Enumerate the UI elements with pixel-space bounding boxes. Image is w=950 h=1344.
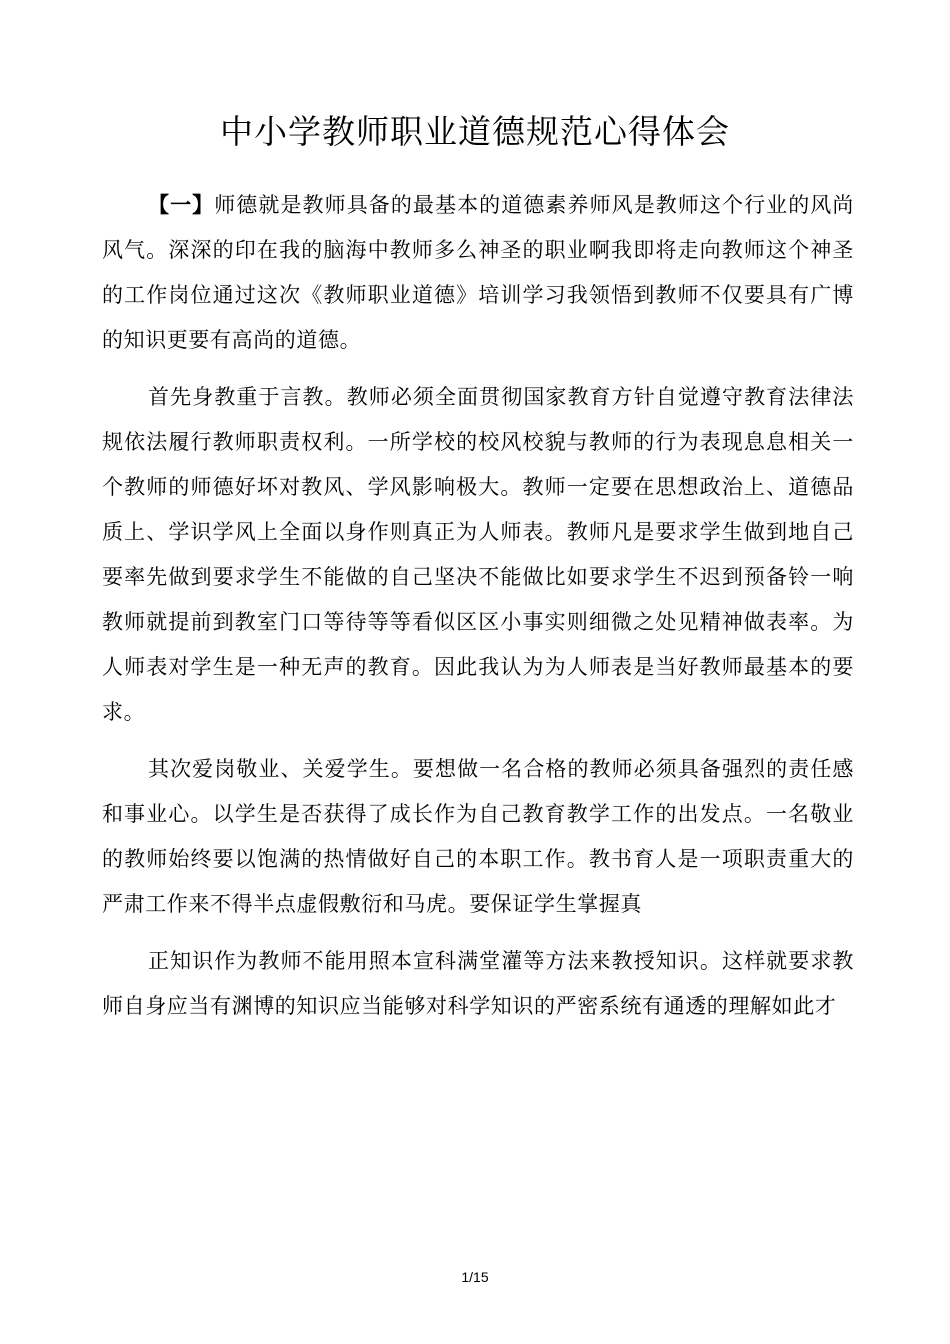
paragraph-1 [102, 183, 854, 363]
document-body [102, 183, 854, 1041]
paragraph-text: 正知识作为教师不能用照本宣科满堂灌等方法来教授知识。这样就要求教师自身应当有渊博的知识应当能够对科学知识的严密系统有通透的理解如此才 [102, 949, 854, 1018]
paragraph-4 [102, 939, 854, 1029]
page-number: 1/15 [461, 1269, 489, 1285]
paragraph-2 [102, 375, 854, 735]
paragraph-text: 首先身教重于言教。教师必须全面贯彻国家教育方针自觉遵守教育法律法规依法履行教师职责权利。一所学校的校风校貌与教师的行为表现息息相关一个教师的师德好坏对教风、学风影响极大。教师一定要在思想政治上、道德品质上、学识学风上全面以身作则真正为人师表。教师凡是要求学生做到地自己要率先做到要求学生不能做的自己坚决不能做比如要求学生不迟到预备铃一响教师就提前到教室门口等待等等看似区区小事实则细微之处见精神做表率。为人师表对学生是一种无声的教育。因此我认为为人师表是当好教师最基本的要求。 [102, 385, 854, 724]
paragraph-text: 其次爱岗敬业、关爱学生。要想做一名合格的教师必须具备强烈的责任感和事业心。以学生是否获得了成长作为自己教育教学工作的出发点。一名敬业的教师始终要以饱满的热情做好自己的本职工作。教书育人是一项职责重大的严肃工作来不得半点虚假敷衍和马虎。要保证学生掌握真 [102, 757, 854, 916]
paragraph-3 [102, 747, 854, 927]
paragraph-text: 师德就是教师具备的最基本的道德素养师风是教师这个行业的风尚风气。深深的印在我的脑海中教师多么神圣的职业啊我即将走向教师这个神圣的工作岗位通过这次《教师职业道德》培训学习我领悟到教师不仅要具有广博的知识更要有高尚的道德。 [102, 193, 854, 352]
document-title: 中小学教师职业道德规范心得体会 [220, 112, 730, 151]
section-marker: 【一】 [148, 193, 215, 217]
